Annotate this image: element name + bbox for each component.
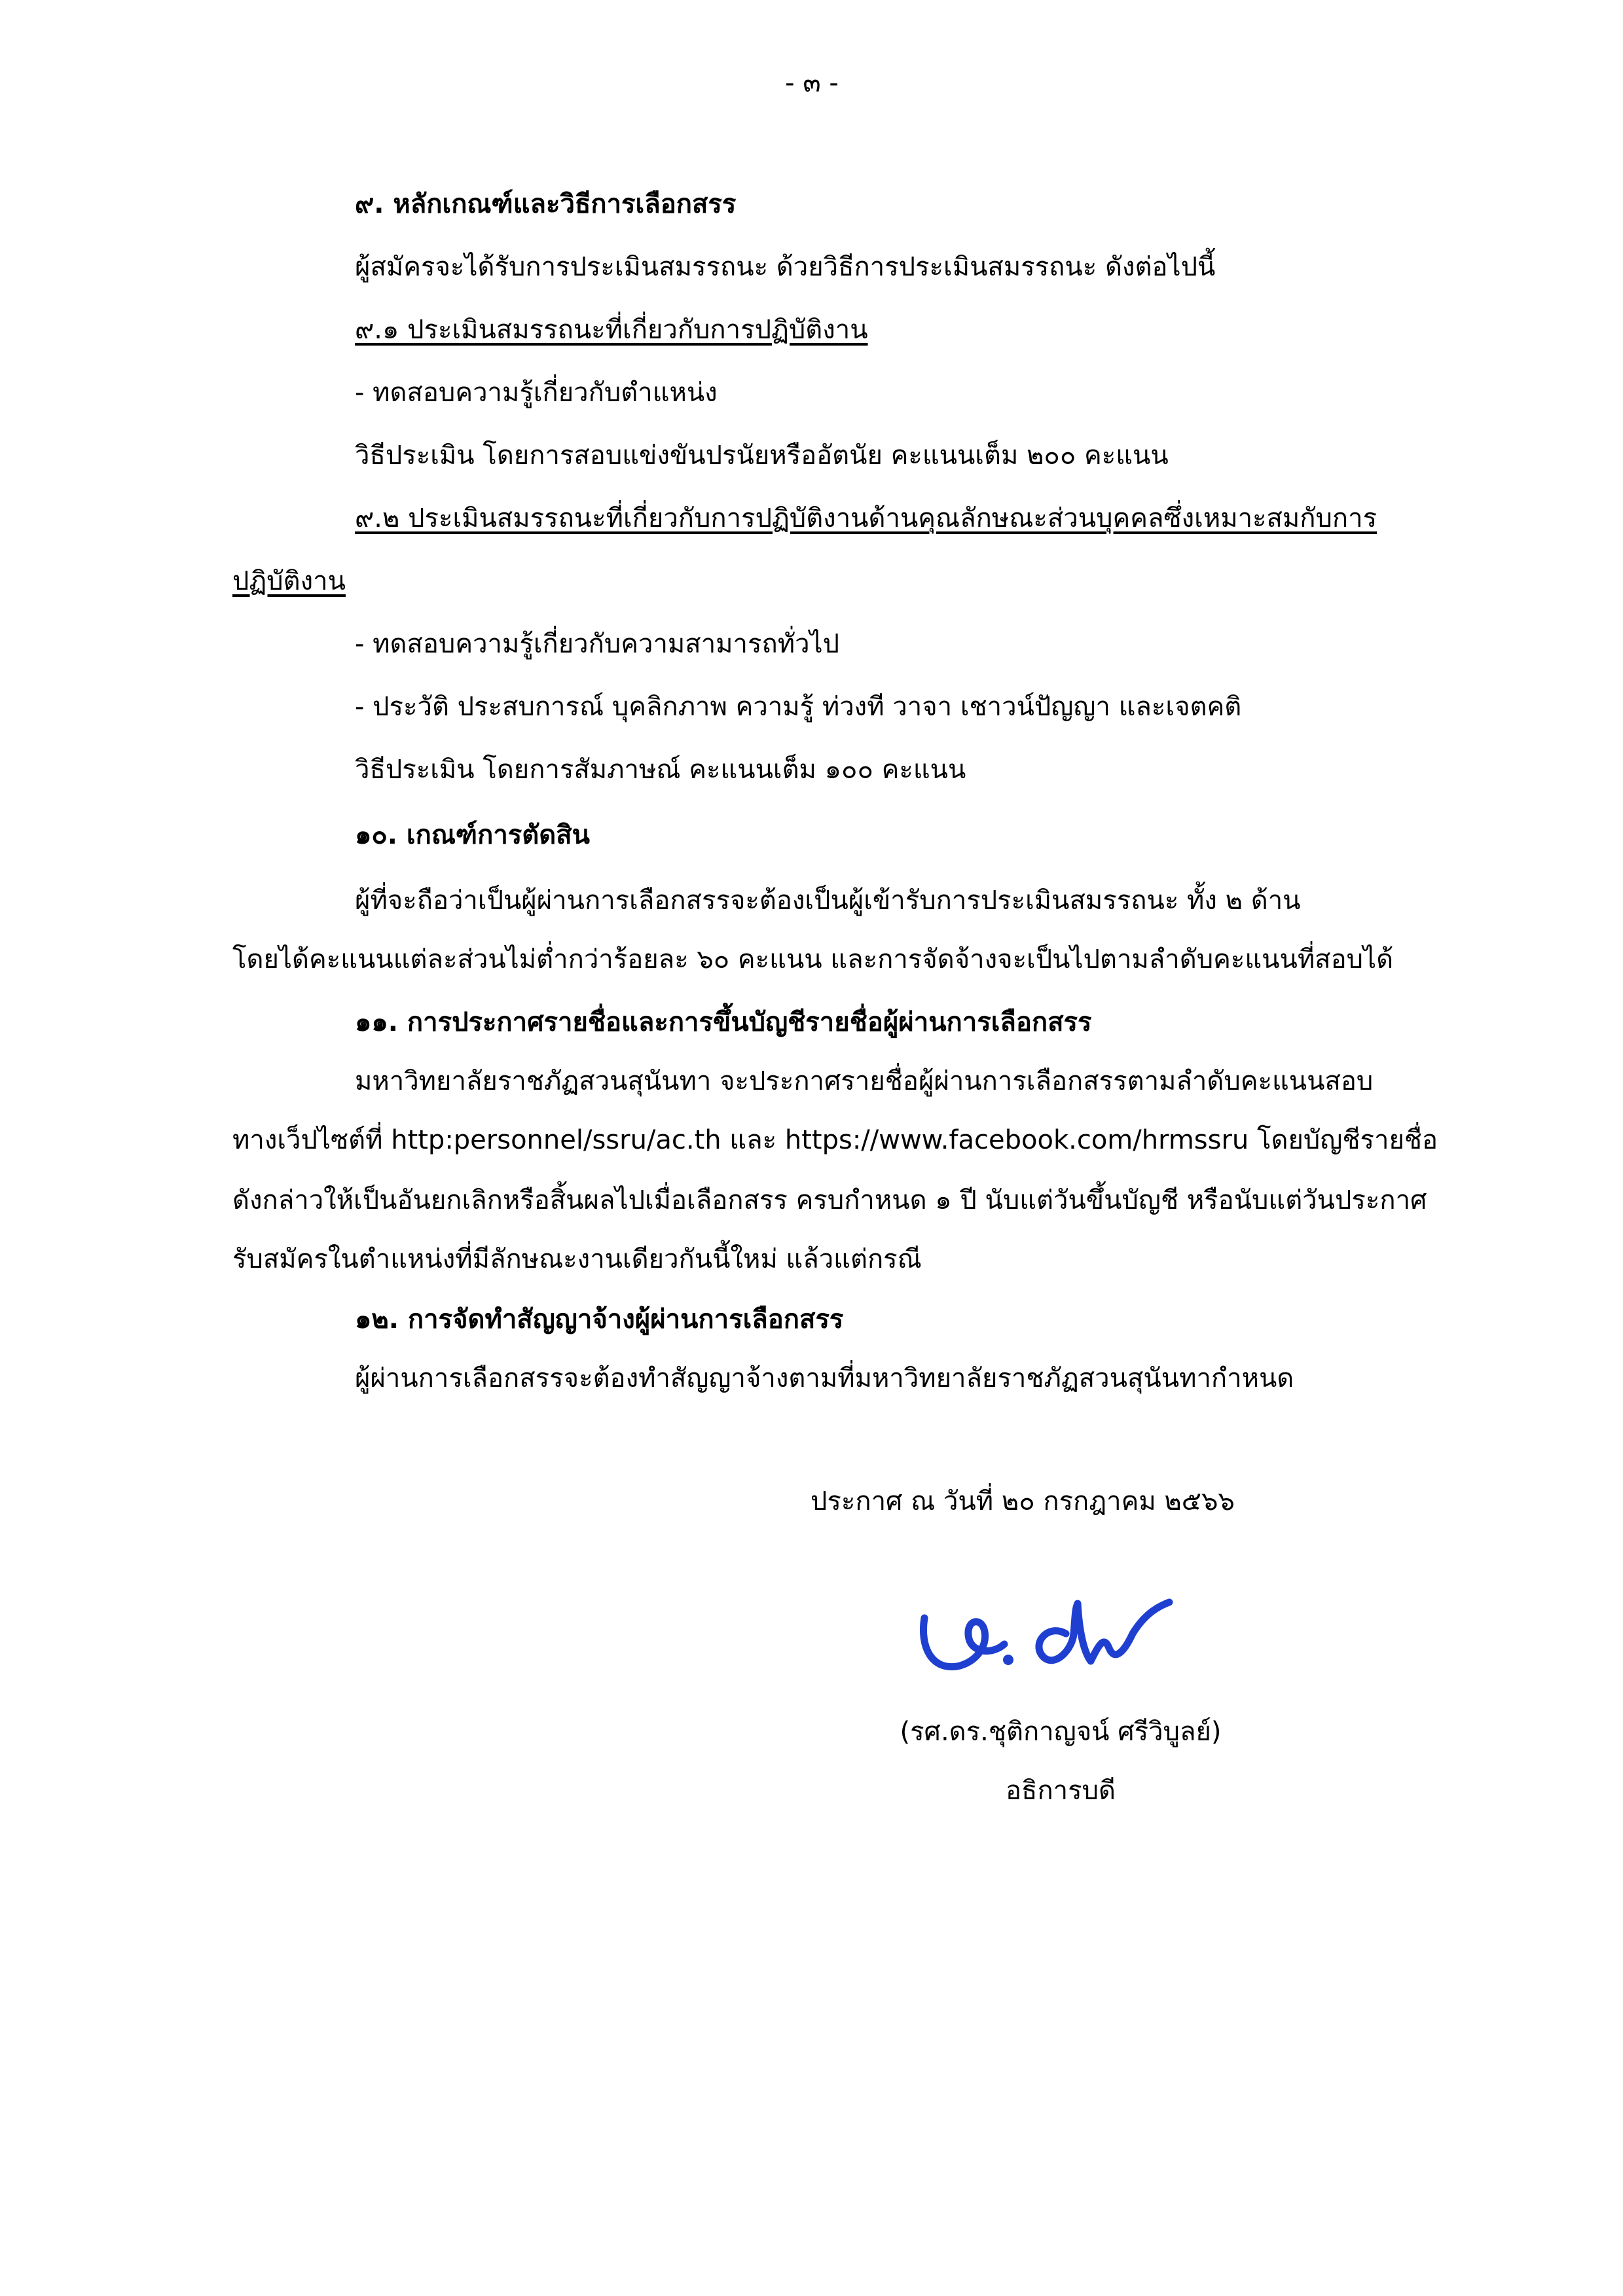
section-9-2-item-1: - ทดสอบความรู้เกี่ยวกับความสามารถทั่วไป bbox=[355, 629, 840, 659]
section-9-1-item: - ทดสอบความรู้เกี่ยวกับตำแหน่ง bbox=[355, 378, 718, 408]
section-10-line-1: ผู้ที่จะถือว่าเป็นผู้ผ่านการเลือกสรรจะต้องเป็นผู้เข้ารับการประเมินสมรรถนะ ทั้ง ๒ ด้าน bbox=[355, 886, 1301, 916]
section-9-1-heading: ๙.๑ ประเมินสมรรถนะที่เกี่ยวกับการปฏิบัติงาน bbox=[355, 315, 868, 345]
section-10-heading: ๑๐. เกณฑ์การตัดสิน bbox=[355, 820, 591, 850]
section-9-1-method: วิธีประเมิน โดยการสอบแข่งขันปรนัยหรืออัตนัย คะแนนเต็ม ๒๐๐ คะแนน bbox=[355, 440, 1169, 471]
section-9-2-heading-line1: ๙.๒ ประเมินสมรรถนะที่เกี่ยวกับการปฏิบัติงานด้านคุณลักษณะส่วนบุคคลซึ่งเหมาะสมกับการ bbox=[355, 503, 1377, 533]
section-9-2-method: วิธีประเมิน โดยการสัมภาษณ์ คะแนนเต็ม ๑๐๐ คะแนน bbox=[355, 755, 966, 785]
section-11-line-2: ทางเว็ปไซต์ที่ http:personnel/ssru/ac.th และ https://www.facebook.com/hrmssru โดยบัญชีรายชื่อ bbox=[232, 1125, 1438, 1155]
section-9-2-item-2: - ประวัติ ประสบการณ์ บุคลิกภาพ ความรู้ ท่วงที วาจา เชาวน์ปัญญา และเจตคติ bbox=[355, 692, 1242, 722]
section-10-line-2: โดยได้คะแนนแต่ละส่วนไม่ต่ำกว่าร้อยละ ๖๐ คะแนน และการจัดจ้างจะเป็นไปตามลำดับคะแนนที่สอบได้ bbox=[232, 944, 1394, 975]
signer-name: (รศ.ดร.ชุติกาญจน์ ศรีวิบูลย์) bbox=[900, 1717, 1222, 1747]
page-number: - ๓ - bbox=[785, 68, 839, 98]
signature-image bbox=[910, 1571, 1198, 1682]
section-9-heading: ๙. หลักเกณฑ์และวิธีการเลือกสรร bbox=[355, 189, 737, 219]
section-11-line-4: รับสมัครในตำแหน่งที่มีลักษณะงานเดียวกันนี้ใหม่ แล้วแต่กรณี bbox=[232, 1244, 922, 1274]
section-12-line-1: ผู้ผ่านการเลือกสรรจะต้องทำสัญญาจ้างตามที่มหาวิทยาลัยราชภัฏสวนสุนันทากำหนด bbox=[355, 1363, 1294, 1393]
section-11-heading: ๑๑. การประกาศรายชื่อและการขึ้นบัญชีรายชื่อผู้ผ่านการเลือกสรร bbox=[355, 1007, 1092, 1037]
section-12-heading: ๑๒. การจัดทำสัญญาจ้างผู้ผ่านการเลือกสรร bbox=[355, 1304, 844, 1335]
section-11-line-3: ดังกล่าวให้เป็นอันยกเลิกหรือสิ้นผลไปเมื่อเลือกสรร ครบกำหนด ๑ ปี นับแต่วันขึ้นบัญชี หรือนับแต่วันประกาศ bbox=[232, 1185, 1427, 1215]
section-11-line-1: มหาวิทยาลัยราชภัฏสวนสุนันทา จะประกาศรายชื่อผู้ผ่านการเลือกสรรตามลำดับคะแนนสอบ bbox=[355, 1066, 1374, 1096]
signer-title: อธิการบดี bbox=[1006, 1776, 1116, 1806]
announcement-date: ประกาศ ณ วันที่ ๒๐ กรกฎาคม ๒๕๖๖ bbox=[811, 1486, 1235, 1516]
section-9-intro: ผู้สมัครจะได้รับการประเมินสมรรถนะ ด้วยวิธีการประเมินสมรรถนะ ดังต่อไปนี้ bbox=[355, 252, 1216, 282]
section-9-2-heading-line2: ปฏิบัติงาน bbox=[232, 566, 346, 596]
